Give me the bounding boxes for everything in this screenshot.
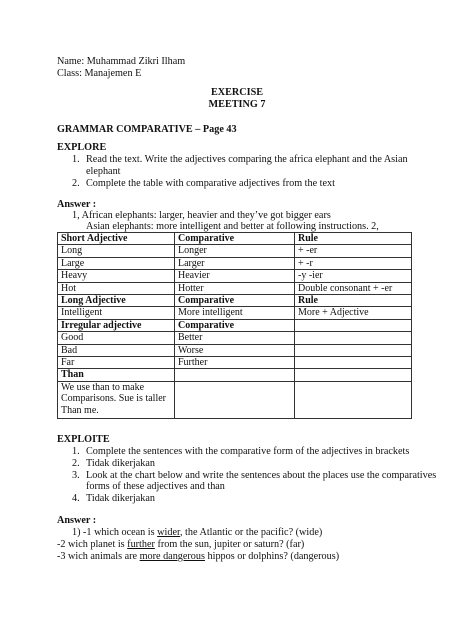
table-cell-rule: -y -ier [295,270,412,282]
table-cell-comparative: Hotter [175,282,295,294]
exploite-item-1-num: 1. [72,446,80,457]
table-cell-adjective: Short Adjective [58,233,175,245]
table-cell-adjective: Irregular adjective [58,319,175,331]
explore-item-1-text: Read the text. Write the adjectives comparing the africa elephant and the Asian [86,154,408,165]
exploite-item-4-text: Tidak dikerjakan [86,493,155,504]
table-cell-rule [295,319,412,331]
table-cell-comparative: Larger [175,257,295,269]
table-row [58,245,412,257]
answer2-line-2-underlined: further [127,539,155,550]
table-row [58,381,412,418]
table-cell-comparative: Better [175,332,295,344]
table-cell-rule [295,356,412,368]
table-row [58,270,412,282]
answer2-line-2-start: -2 wich planet is [57,539,128,550]
table-row [58,369,412,381]
explore-item-2-text: Complete the table with comparative adjectives from the text [86,178,335,189]
table-cell-rule: Double consonant + -er [295,282,412,294]
table-cell-rule [295,344,412,356]
answer-heading-1: Answer : [57,199,97,210]
table-cell-rule: More + Adjective [295,307,412,319]
exploite-item-3-cont: forms of these adjectives and than [86,481,225,492]
exploite-heading: EXPLOITE [57,434,110,445]
exercise-title: EXERCISE [210,87,264,98]
meeting-title: MEETING 7 [208,99,266,110]
exploite-item-2-text: Tidak dikerjakan [86,458,155,469]
table-cell-comparative [175,369,295,381]
answer-line-1: 1, African elephants: larger, heavier and they’ve got bigger ears [72,210,331,221]
table-row [58,233,412,245]
table-cell-rule [295,369,412,381]
table-row [58,307,412,319]
table-cell-rule [295,332,412,344]
exploite-item-4-num: 4. [72,493,80,504]
table-cell-rule [295,381,412,418]
table-row [58,332,412,344]
table-cell-comparative: Comparative [175,233,295,245]
table-cell-comparative: Worse [175,344,295,356]
table-cell-adjective: Heavy [58,270,175,282]
table-cell-adjective: Large [58,257,175,269]
exploite-item-2-num: 2. [72,458,80,469]
explore-heading: EXPLORE [57,142,107,153]
explore-item-1-cont: elephant [86,166,121,177]
exploite-item-3-num: 3. [72,470,80,481]
table-cell-adjective: Bad [58,344,175,356]
exploite-item-1-text: Complete the sentences with the comparative form of the adjectives in brackets [86,446,410,457]
table-cell-adjective: Far [58,356,175,368]
table-cell-adjective: Intelligent [58,307,175,319]
answer-heading-2: Answer : [57,515,97,526]
answer-line-2: Asian elephants: more intelligent and better at following instructions. 2, [86,221,379,232]
table-row [58,257,412,269]
table-cell-adjective: Good [58,332,175,344]
table-cell-rule: Rule [295,294,412,306]
table-cell-comparative [175,381,295,418]
answer2-line-2-end: from the sun, jupiter or saturn? (far) [154,539,305,550]
table-cell-comparative: More intelligent [175,307,295,319]
table-cell-adjective: Long Adjective [58,294,175,306]
table-cell-adjective: We use than to make Comparisons. Sue is taller Than me. [58,381,175,418]
student-class: Class: Manajemen E [57,68,142,79]
table-row [58,344,412,356]
answer2-line-1 [72,527,322,539]
table-cell-adjective: Long [58,245,175,257]
table-cell-rule: + -r [295,257,412,269]
exploite-item-3-text: Look at the chart below and write the sentences about the places use the comparatives [86,470,437,481]
table-cell-comparative: Comparative [175,319,295,331]
answer2-line-3 [57,551,339,563]
explore-item-1-num: 1. [72,154,80,165]
table-row [58,282,412,294]
table-row [58,319,412,331]
table-cell-adjective: Than [58,369,175,381]
answer2-line-1-end: , the Atlantic or the pacific? (wide) [179,527,323,538]
table-cell-rule: + -er [295,245,412,257]
answer2-line-3-underlined: more dangerous [139,551,205,562]
answer2-line-2 [57,539,304,551]
table-cell-comparative: Heavier [175,270,295,282]
table-cell-comparative: Longer [175,245,295,257]
comparative-table [57,232,412,419]
answer2-line-1-underlined: wider [157,527,180,538]
table-row [58,294,412,306]
answer2-line-3-end: hippos or dolphins? (dangerous) [204,551,340,562]
answer2-line-1-start: 1) -1 which ocean is [72,527,158,538]
table-cell-adjective: Hot [58,282,175,294]
table-cell-comparative: Comparative [175,294,295,306]
table-cell-rule: Rule [295,233,412,245]
student-name: Name: Muhammad Zikri Ilham [57,56,186,67]
table-cell-comparative: Further [175,356,295,368]
table-row [58,356,412,368]
answer2-line-3-start: -3 wich animals are [57,551,140,562]
section-heading: GRAMMAR COMPARATIVE – Page 43 [57,124,237,135]
explore-item-2-num: 2. [72,178,80,189]
